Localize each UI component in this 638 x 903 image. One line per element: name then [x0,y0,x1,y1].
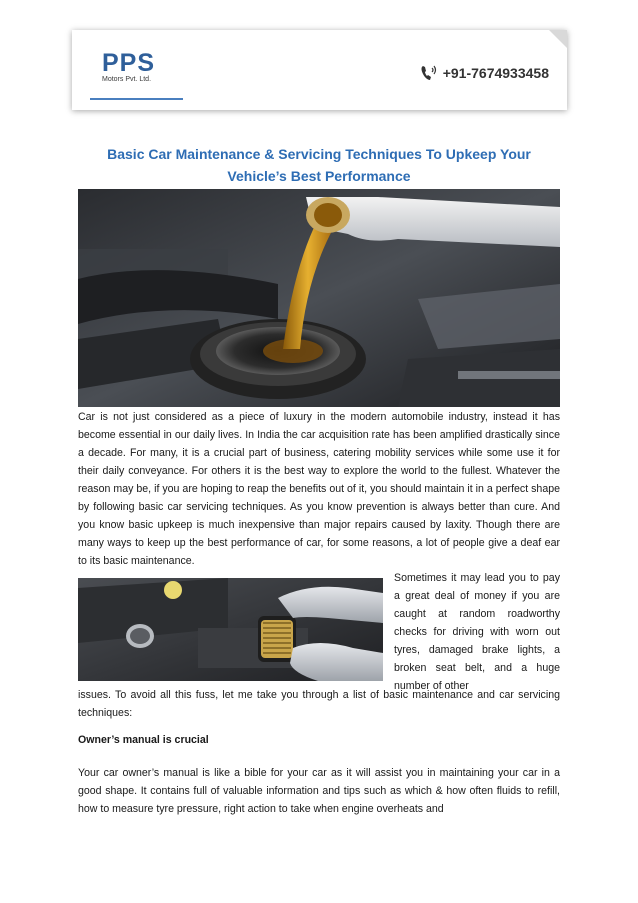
oil-pouring-image [78,189,560,407]
continued-paragraph: issues. To avoid all this fuss, let me take you through a list of basic maintenance and car servicing techniques: [78,689,560,719]
side-paragraph: Sometimes it may lead you to pay a great deal of money if you are caught at random roadworthy checks for driving with worn out tyres, damaged brake lights, a broken seat belt, and a huge number of other [394,572,560,692]
article-title [78,143,560,187]
owners-manual-paragraph: Your car owner’s manual is like a bible for your car as it will assist you in maintaining your car in a good shape. It contains full of valuable information and tips such as which & how often fluids to refill, how to measure tyre pressure, right action to take when engine overheats and [78,767,560,815]
header-card [72,30,567,110]
phone-icon [419,64,439,82]
logo-subtitle: Motors Pvt. Ltd. [102,76,152,83]
section-heading-owners-manual: Owner’s manual is crucial [78,734,209,746]
company-logo[interactable] [102,50,155,84]
logo-underline [90,98,183,100]
phone-contact[interactable] [419,64,549,82]
page-fold-corner [549,30,567,48]
title-line-2: Vehicle’s Best Performance [227,168,411,184]
title-line-1: Basic Car Maintenance & Servicing Techniques To Upkeep Your [107,146,531,162]
logo-text: PPS [102,49,156,77]
engine-filter-image [78,578,383,681]
intro-paragraph: Car is not just considered as a piece of luxury in the modern automobile industry, instead it has become essential in our daily lives. In India the car acquisition rate has been amplified drastically since a decade. For many, it is a crucial part of business, catering mobility services while some use it for their daily conveyance. For others it is the best way to explore the world to the fullest. Whatever the reason may be, if you are hoping to reap the benefits out of it, you should maintain it in a perfect shape by following basic car servicing techniques. As you know prevention is always better than cure. And you know basic upkeep is much inexpensive than major repairs caused by laxity. Though there are many ways to keep up the best performance of car, for some reasons, a lot of people give a deaf ear to its basic maintenance. [78,411,560,567]
phone-number: +91-7674933458 [442,65,549,81]
